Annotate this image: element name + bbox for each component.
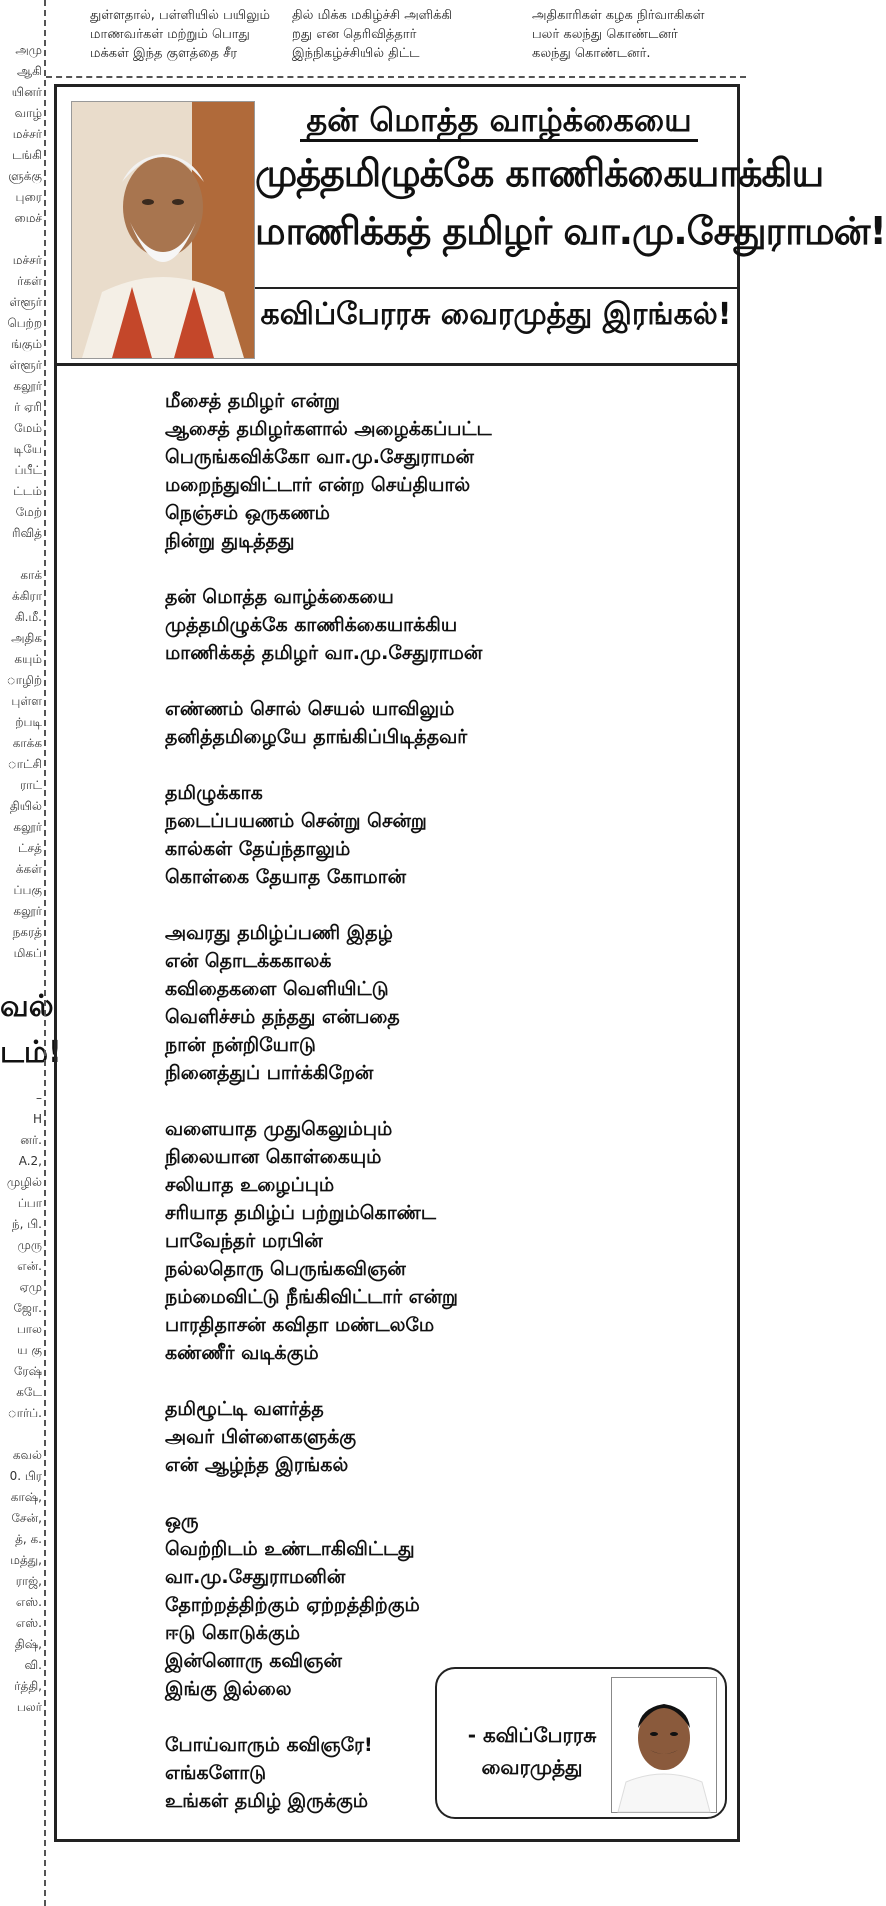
signature-title: - கவிப்பேரரசு xyxy=(467,1723,597,1747)
column-divider xyxy=(44,0,46,1906)
left-fragment: என். xyxy=(17,1259,42,1273)
deceased-portrait xyxy=(71,101,255,359)
left-fragment: ஆகி xyxy=(16,64,42,78)
top-column-3 xyxy=(532,6,740,63)
top-column-1 xyxy=(90,6,280,63)
left-fragment: த், க. xyxy=(15,1532,42,1546)
top-col1-line: மக்கள் இந்த குளத்தை சீர xyxy=(90,46,238,61)
poem-line: தோற்றத்திற்கும் ஏற்றத்திற்கும் xyxy=(165,1594,420,1616)
left-fragment: முழில் xyxy=(6,1175,42,1189)
left-fragment: க்கிரா xyxy=(12,589,42,603)
left-fragments-b xyxy=(0,1088,42,1718)
poem-line: ஆசைத் தமிழர்களால் அழைக்கப்பட்ட xyxy=(165,418,492,440)
top-col2-line: தில் மிக்க மகிழ்ச்சி அளிக்கி xyxy=(292,8,453,23)
top-col2-line: இந்நிகழ்ச்சியில் திட்ட xyxy=(292,46,420,61)
poem-line: என் தொடக்ககாலக் xyxy=(165,950,332,972)
top-col2-line: றது என தெரிவித்தார் xyxy=(292,27,417,42)
left-fragment: ரேஷ் xyxy=(13,1364,42,1378)
poem-line: நின்று துடித்தது xyxy=(165,530,295,552)
section-divider xyxy=(46,76,746,78)
left-fragment: திஷ், xyxy=(14,1637,42,1651)
poem-line: சரியாத தமிழ்ப் பற்றும்கொண்ட xyxy=(165,1202,436,1224)
left-fragment xyxy=(0,1424,42,1445)
left-fragment: H xyxy=(32,1112,42,1126)
headline-top-text: தன் மொத்த வாழ்க்கையை xyxy=(300,101,697,142)
left-headline-fragment: டம்! xyxy=(0,1035,62,1070)
poem-line: பாரதிதாசன் கவிதா மண்டலமே xyxy=(165,1314,435,1336)
poem-stanza xyxy=(165,1395,685,1479)
left-headline-fragment: வல் xyxy=(0,989,54,1024)
left-fragment: எஸ். xyxy=(15,1616,42,1630)
poem-line: ஈடு கொடுக்கும் xyxy=(165,1622,301,1644)
left-fragment: மேம் xyxy=(14,421,42,435)
poem-line: பெருங்கவிக்கோ வா.மு.சேதுராமன் xyxy=(165,446,474,468)
top-col1-line: மாணவர்கள் மற்றும் பொது xyxy=(90,27,250,42)
left-fragment: வி. xyxy=(24,1658,42,1672)
left-fragment: தியில் xyxy=(9,799,42,813)
left-fragment: க்கள் xyxy=(15,862,42,876)
left-fragment: கயும் xyxy=(14,652,42,666)
signature-box xyxy=(435,1667,727,1819)
left-fragment: முரு xyxy=(17,1238,42,1252)
poem-line: நினைத்துப் பார்க்கிறேன் xyxy=(165,1062,374,1084)
left-fragment: மைச் xyxy=(14,211,42,225)
vairamuthu-portrait-icon xyxy=(612,1678,716,1812)
poem-line: வெளிச்சம் தந்தது என்பதை xyxy=(165,1006,400,1028)
headline-separator xyxy=(255,287,737,289)
top-column-2 xyxy=(292,6,524,63)
left-fragment: பால xyxy=(16,1322,42,1336)
poem-line: வா.மு.சேதுராமனின் xyxy=(165,1566,346,1588)
top-col3-line: பலர் கலந்து கொண்டனர் xyxy=(532,27,678,42)
poem-line: ஒரு xyxy=(165,1510,199,1532)
poem-line: இன்னொரு கவிஞன் xyxy=(165,1650,342,1672)
left-fragment: ள்ளூர் xyxy=(9,295,42,309)
poem-stanza xyxy=(165,583,685,667)
headline-line-2: முத்தமிழுக்கே காணிக்கையாக்கிய xyxy=(255,151,824,195)
author-photo xyxy=(611,1677,717,1813)
poem-line: எண்ணம் சொல் செயல் யாவிலும் xyxy=(165,698,455,720)
left-fragment: ட்சத் xyxy=(17,841,42,855)
poem-stanza xyxy=(165,919,685,1087)
left-fragment: காக்க xyxy=(12,736,42,750)
left-fragment: புரை xyxy=(15,190,42,204)
left-fragment: மத்து, xyxy=(10,1553,42,1567)
left-fragment: மச்சர் xyxy=(12,253,42,267)
left-cropped-column xyxy=(0,40,62,1718)
left-fragment: ப்பகு xyxy=(13,883,42,897)
poem-line: பாவேந்தர் மரபின் xyxy=(165,1230,323,1252)
poem-line: மறைந்துவிட்டார் என்ற செய்தியால் xyxy=(165,474,471,496)
left-fragment: எஸ். xyxy=(15,1595,42,1609)
left-fragment: னர். xyxy=(20,1133,42,1147)
poem-stanza xyxy=(165,1115,685,1367)
left-fragment: சேன், xyxy=(11,1511,42,1525)
left-fragment: ங்கும் xyxy=(11,337,42,351)
left-fragment: அமு xyxy=(15,43,42,57)
left-fragment: ய கு xyxy=(17,1343,42,1357)
left-fragment: கலூர் xyxy=(13,904,42,918)
signature-name: வைரமுத்து xyxy=(481,1755,583,1779)
left-fragment: 0. பிர xyxy=(9,1469,42,1483)
signature-text xyxy=(447,1719,617,1783)
poem-line: நெஞ்சம் ஒருகணம் xyxy=(165,502,330,524)
left-fragment: ார்ப். xyxy=(7,1406,42,1420)
left-fragment: ட்டம் xyxy=(13,484,42,498)
poem-line: கால்கள் தேய்ந்தாலும் xyxy=(165,838,351,860)
left-fragment: ப்பா xyxy=(17,1196,42,1210)
left-fragment: வாழ் xyxy=(14,106,42,120)
poem-line: கவிதைகளை வெளியிட்டு xyxy=(165,978,389,1000)
poem-line: போய்வாரும் கவிஞரே! xyxy=(165,1734,373,1756)
obituary-notice xyxy=(54,84,886,1842)
headline-top xyxy=(269,101,729,143)
poem-line: உங்கள் தமிழ் இருக்கும் xyxy=(165,1790,369,1812)
poem-line: நல்லதொரு பெருங்கவிஞன் xyxy=(165,1258,406,1280)
poem-stanza xyxy=(165,779,685,891)
poem-stanza xyxy=(165,387,685,555)
left-fragment: கி.மீ. xyxy=(14,610,42,624)
left-fragment: புள்ள xyxy=(11,694,42,708)
left-fragment: கடே xyxy=(16,1385,42,1399)
left-fragment: மச்சர் xyxy=(12,127,42,141)
poem-line: என் ஆழ்ந்த இரங்கல் xyxy=(165,1454,349,1476)
left-fragment: ராஜ், xyxy=(15,1574,42,1588)
top-col3-line: அதிகாரிகள் கழக நிர்வாகிகள் xyxy=(532,8,705,23)
left-fragment: ற்படி xyxy=(15,715,42,729)
left-fragment: கலூர் xyxy=(13,379,42,393)
poem-line: மீசைத் தமிழர் என்று xyxy=(165,390,340,412)
poem-line: தமிழுக்காக xyxy=(165,782,263,804)
poem-line: நான் நன்றியோடு xyxy=(165,1034,316,1056)
subheadline: கவிப்பேரரசு வைரமுத்து இரங்கல்! xyxy=(260,297,732,332)
left-fragment: ர்கள் xyxy=(17,274,42,288)
left-fragment: ப்பீட் xyxy=(14,463,42,477)
left-fragment: பெற்ற xyxy=(7,316,42,330)
left-fragment: ள்ளூர் xyxy=(9,358,42,372)
left-fragment: ரிவித் xyxy=(11,526,42,540)
poem-line: அவர் பிள்ளைகளுக்கு xyxy=(165,1426,357,1448)
header-rule xyxy=(57,363,737,366)
headline-line-3: மாணிக்கத் தமிழர் வா.மு.சேதுராமன்! xyxy=(255,209,886,253)
left-fragment: அதிக xyxy=(11,631,42,645)
poem-line: கண்ணீர் வடிக்கும் xyxy=(165,1342,319,1364)
poem-line: தனித்தமிழையே தாங்கிப்பிடித்தவர் xyxy=(165,726,468,748)
left-fragment: ளுக்கு xyxy=(8,169,42,183)
left-fragment: ாழிற் xyxy=(6,673,42,687)
left-fragment: பலர் xyxy=(16,1700,42,1714)
left-fragment: ராட் xyxy=(19,778,42,792)
top-col3-line: கலந்து கொண்டனர். xyxy=(532,46,651,61)
poem-line: மாணிக்கத் தமிழர் வா.மு.சேதுராமன் xyxy=(165,642,483,664)
left-fragment: யினர் xyxy=(11,85,42,99)
poem-line: நம்மைவிட்டு நீங்கிவிட்டார் என்று xyxy=(165,1286,458,1308)
left-fragment: – xyxy=(36,1091,42,1105)
left-fragments-a xyxy=(0,40,42,964)
left-fragment: ாட்சி xyxy=(7,757,42,771)
left-fragment: ந், பி. xyxy=(11,1217,42,1231)
left-fragment: மேற் xyxy=(15,505,42,519)
elderly-poet-portrait-icon xyxy=(72,102,254,358)
poem-line: வளையாத முதுகெலும்பும் xyxy=(165,1118,393,1140)
left-fragment: ர் ஏரி xyxy=(13,400,42,414)
left-fragment: ஜோ. xyxy=(13,1301,42,1315)
poem-line: தமிழூட்டி வளர்த்த xyxy=(165,1398,324,1420)
left-fragment: கலூர் xyxy=(13,820,42,834)
left-fragment: மிகப் xyxy=(13,946,42,960)
left-fragment: காக் xyxy=(20,568,42,582)
poem-line: நிலையான கொள்கையும் xyxy=(165,1146,382,1168)
poem-line: எங்களோடு xyxy=(165,1762,267,1784)
left-fragment: ஏமு xyxy=(19,1280,42,1294)
poem-line: முத்தமிழுக்கே காணிக்கையாக்கிய xyxy=(165,614,458,636)
poem-line: வெற்றிடம் உண்டாகிவிட்டது xyxy=(165,1538,415,1560)
condolence-poem xyxy=(165,387,685,1843)
poem-line: இங்கு இல்லை xyxy=(165,1678,292,1700)
top-article-strip xyxy=(40,0,740,66)
left-fragment xyxy=(0,229,42,250)
poem-stanza xyxy=(165,695,685,751)
left-fragment: நகரத் xyxy=(12,925,42,939)
left-fragment: கவல் xyxy=(12,1448,42,1462)
poem-line: சலியாத உழைப்பும் xyxy=(165,1174,335,1196)
left-fragment: காஷ், xyxy=(10,1490,42,1504)
left-fragment: டியே xyxy=(13,442,42,456)
poem-line: நடைப்பயணம் சென்று சென்று xyxy=(165,810,427,832)
poem-line: அவரது தமிழ்ப்பணி இதழ் xyxy=(165,922,393,944)
poem-line: தன் மொத்த வாழ்க்கையை xyxy=(165,586,394,608)
poem-line: கொள்கை தேயாத கோமான் xyxy=(165,866,407,888)
left-fragment: ர்த்தி, xyxy=(14,1679,42,1693)
top-col1-line: துள்ளதால், பள்ளியில் பயிலும் xyxy=(90,8,270,23)
left-fragment: A.2, xyxy=(18,1154,42,1168)
left-fragment: டங்கி xyxy=(12,148,42,162)
left-fragment xyxy=(0,544,42,565)
